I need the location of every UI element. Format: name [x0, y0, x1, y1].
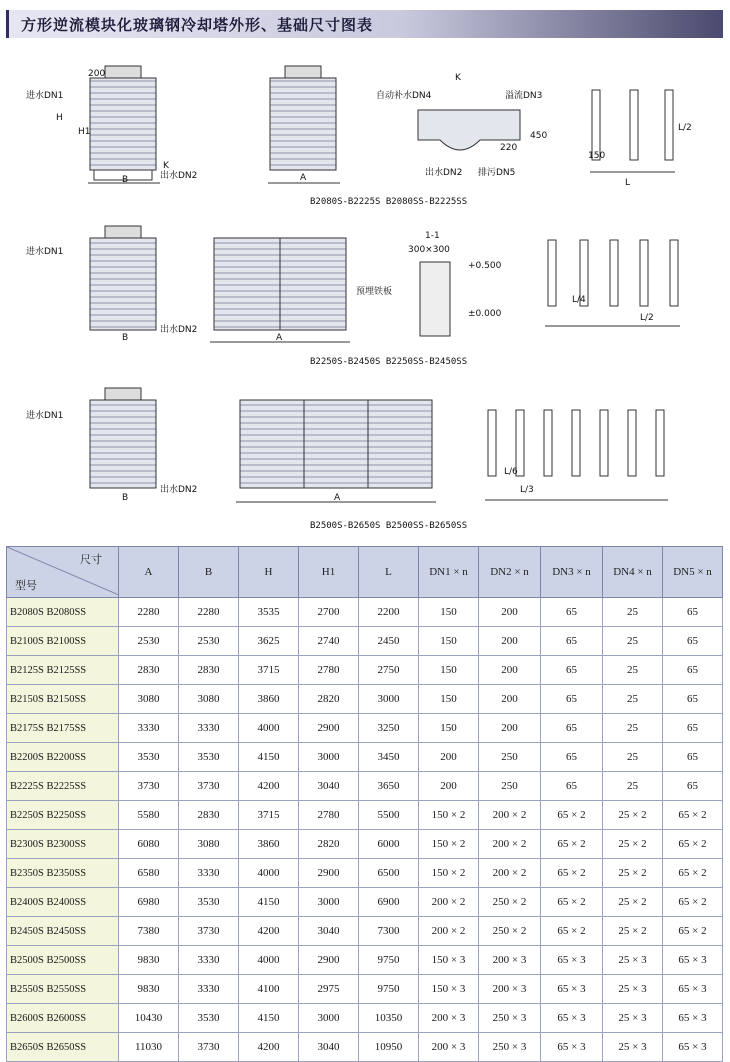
h1-label: H1: [78, 127, 91, 137]
value-cell: 200: [419, 772, 479, 801]
outlet-label-3: 出水DN2: [160, 325, 198, 335]
plus-500: +0.500: [468, 261, 502, 271]
value-cell: 2830: [119, 656, 179, 685]
a-label-2: A: [276, 333, 283, 343]
row1-foundation-plan: [588, 90, 692, 188]
value-cell: 250 × 3: [479, 1033, 541, 1062]
value-cell: 150: [419, 685, 479, 714]
dimension-table-wrap: [6, 546, 722, 1062]
value-cell: 9750: [359, 946, 419, 975]
zero-level: ±0.000: [468, 309, 502, 319]
value-cell: 2820: [299, 685, 359, 714]
value-cell: 200: [479, 627, 541, 656]
value-cell: 3330: [179, 946, 239, 975]
value-cell: 65: [541, 685, 603, 714]
dim-200: 200: [88, 69, 106, 79]
value-cell: 25: [603, 656, 663, 685]
value-cell: 2280: [179, 598, 239, 627]
value-cell: 7380: [119, 917, 179, 946]
value-cell: 25: [603, 772, 663, 801]
value-cell: 65: [541, 627, 603, 656]
b-label-2: B: [122, 333, 129, 343]
value-cell: 3730: [179, 917, 239, 946]
value-cell: 3250: [359, 714, 419, 743]
value-cell: 200 × 2: [479, 830, 541, 859]
model-cell: B2550S B2550SS: [7, 975, 119, 1004]
value-cell: 2830: [179, 656, 239, 685]
value-cell: 6500: [359, 859, 419, 888]
value-cell: 2450: [359, 627, 419, 656]
value-cell: 2530: [179, 627, 239, 656]
row2-foundation-plan: [545, 240, 680, 326]
value-cell: 250: [479, 772, 541, 801]
value-cell: 25: [603, 685, 663, 714]
value-cell: 4200: [239, 772, 299, 801]
title-bar: [6, 10, 723, 38]
model-cell: B2500S B2500SS: [7, 946, 119, 975]
value-cell: 3860: [239, 685, 299, 714]
value-cell: 65: [663, 772, 723, 801]
value-cell: 3450: [359, 743, 419, 772]
value-cell: 65: [663, 627, 723, 656]
caption-row3: B2500S-B2650S B2500SS-B2650SS: [310, 521, 468, 531]
outlet-label-4: 出水DN2: [160, 485, 198, 495]
table-row: [7, 598, 723, 627]
table-row: [7, 1004, 723, 1033]
value-cell: 25 × 2: [603, 859, 663, 888]
value-cell: 4000: [239, 714, 299, 743]
value-cell: 150 × 2: [419, 859, 479, 888]
value-cell: 3530: [119, 743, 179, 772]
value-cell: 6900: [359, 888, 419, 917]
value-cell: 4000: [239, 859, 299, 888]
value-cell: 65: [663, 656, 723, 685]
a-label: A: [300, 173, 307, 183]
embed-label: 预埋铁板: [356, 287, 393, 297]
value-cell: 2900: [299, 859, 359, 888]
value-cell: 200: [479, 656, 541, 685]
value-cell: 3040: [299, 1033, 359, 1062]
value-cell: 7300: [359, 917, 419, 946]
k-label-2: K: [455, 73, 461, 83]
value-cell: 2975: [299, 975, 359, 1004]
value-cell: 65 × 2: [663, 801, 723, 830]
value-cell: 2200: [359, 598, 419, 627]
row3-front-view: [236, 400, 436, 503]
table-body: [7, 598, 723, 1062]
drain-label: 排污DN5: [478, 168, 516, 178]
value-cell: 3730: [119, 772, 179, 801]
value-cell: 65: [541, 598, 603, 627]
dimension-table: [6, 546, 723, 1062]
value-cell: 6580: [119, 859, 179, 888]
col-header: A: [119, 547, 179, 598]
value-cell: 65: [663, 714, 723, 743]
row1-pipe-detail: [376, 73, 547, 178]
value-cell: 10430: [119, 1004, 179, 1033]
table-row: [7, 743, 723, 772]
value-cell: 200 × 3: [479, 946, 541, 975]
table-row: [7, 772, 723, 801]
dim-450: 450: [530, 131, 548, 141]
row2-side-view: [26, 226, 197, 343]
value-cell: 5580: [119, 801, 179, 830]
value-cell: 65 × 3: [663, 1004, 723, 1033]
l3-label: L/3: [520, 485, 534, 495]
value-cell: 3040: [299, 917, 359, 946]
value-cell: 25 × 3: [603, 1033, 663, 1062]
value-cell: 4000: [239, 946, 299, 975]
inlet-label: 进水DN1: [26, 91, 64, 101]
value-cell: 65 × 3: [663, 1033, 723, 1062]
value-cell: 150 × 3: [419, 975, 479, 1004]
model-cell: B2200S B2200SS: [7, 743, 119, 772]
value-cell: 25 × 2: [603, 830, 663, 859]
value-cell: 200 × 2: [479, 801, 541, 830]
value-cell: 65: [663, 685, 723, 714]
value-cell: 3730: [179, 772, 239, 801]
value-cell: 65 × 2: [541, 859, 603, 888]
col-header: DN2 × n: [479, 547, 541, 598]
value-cell: 150: [419, 627, 479, 656]
inlet-label-2: 进水DN1: [26, 247, 64, 257]
table-row: [7, 801, 723, 830]
value-cell: 200 × 3: [479, 975, 541, 1004]
l6-label: L/6: [504, 467, 518, 477]
makeup-label: 自动补水DN4: [376, 91, 432, 101]
value-cell: 65: [541, 714, 603, 743]
value-cell: 2700: [299, 598, 359, 627]
col-header: B: [179, 547, 239, 598]
caption-row2: B2250S-B2450S B2250SS-B2450SS: [310, 357, 468, 367]
row3-side-view: [26, 388, 197, 503]
value-cell: 3650: [359, 772, 419, 801]
value-cell: 3715: [239, 656, 299, 685]
overflow-label: 溢流DN3: [505, 91, 543, 101]
value-cell: 65 × 2: [663, 888, 723, 917]
corner-top-label: 尺寸: [80, 554, 102, 566]
outlet-label: 出水DN2: [160, 171, 198, 181]
value-cell: 3715: [239, 801, 299, 830]
value-cell: 9830: [119, 946, 179, 975]
value-cell: 65 × 3: [541, 1004, 603, 1033]
value-cell: 3080: [119, 685, 179, 714]
value-cell: 3080: [179, 830, 239, 859]
value-cell: 25: [603, 627, 663, 656]
value-cell: 150 × 2: [419, 830, 479, 859]
value-cell: 3530: [179, 1004, 239, 1033]
value-cell: 2900: [299, 946, 359, 975]
table-row: [7, 917, 723, 946]
value-cell: 200 × 2: [419, 888, 479, 917]
value-cell: 3000: [299, 888, 359, 917]
corner-header: [7, 547, 119, 598]
value-cell: 25: [603, 743, 663, 772]
value-cell: 3040: [299, 772, 359, 801]
inlet-label-3: 进水DN1: [26, 411, 64, 421]
value-cell: 3330: [179, 975, 239, 1004]
model-cell: B2150S B2150SS: [7, 685, 119, 714]
value-cell: 2750: [359, 656, 419, 685]
value-cell: 2280: [119, 598, 179, 627]
value-cell: 25: [603, 714, 663, 743]
value-cell: 3330: [119, 714, 179, 743]
table-row: [7, 946, 723, 975]
outlet-label-2: 出水DN2: [425, 168, 463, 178]
section-label: 1-1: [425, 231, 440, 241]
value-cell: 200: [479, 598, 541, 627]
table-header-row: [7, 547, 723, 598]
value-cell: 65 × 2: [541, 801, 603, 830]
model-cell: B2350S B2350SS: [7, 859, 119, 888]
model-cell: B2600S B2600SS: [7, 1004, 119, 1033]
value-cell: 200 × 2: [479, 859, 541, 888]
value-cell: 25 × 2: [603, 888, 663, 917]
value-cell: 25 × 2: [603, 801, 663, 830]
col-header: DN4 × n: [603, 547, 663, 598]
value-cell: 3730: [179, 1033, 239, 1062]
value-cell: 6000: [359, 830, 419, 859]
value-cell: 6980: [119, 888, 179, 917]
value-cell: 4100: [239, 975, 299, 1004]
row3-foundation-plan: [485, 410, 668, 500]
row2-front-view: [210, 238, 350, 343]
value-cell: 25 × 3: [603, 946, 663, 975]
value-cell: 65 × 3: [541, 946, 603, 975]
dim-220: 220: [500, 143, 518, 153]
value-cell: 65: [541, 743, 603, 772]
value-cell: 3080: [179, 685, 239, 714]
h-label: H: [56, 113, 63, 123]
value-cell: 65 × 3: [663, 946, 723, 975]
value-cell: 2780: [299, 656, 359, 685]
value-cell: 200: [419, 743, 479, 772]
col-header: DN5 × n: [663, 547, 723, 598]
value-cell: 4150: [239, 743, 299, 772]
value-cell: 3530: [179, 888, 239, 917]
value-cell: 250 × 2: [479, 917, 541, 946]
value-cell: 65 × 3: [541, 1033, 603, 1062]
col-header: L: [359, 547, 419, 598]
value-cell: 3000: [299, 1004, 359, 1033]
col-header: DN1 × n: [419, 547, 479, 598]
model-cell: B2175S B2175SS: [7, 714, 119, 743]
value-cell: 150: [419, 656, 479, 685]
value-cell: 9830: [119, 975, 179, 1004]
row2-section-detail: [356, 231, 502, 336]
value-cell: 4150: [239, 888, 299, 917]
value-cell: 25 × 3: [603, 1004, 663, 1033]
model-cell: B2400S B2400SS: [7, 888, 119, 917]
col-header: DN3 × n: [541, 547, 603, 598]
value-cell: 3860: [239, 830, 299, 859]
value-cell: 200 × 2: [419, 917, 479, 946]
value-cell: 65 × 3: [663, 975, 723, 1004]
l2-label: L/2: [678, 123, 692, 133]
value-cell: 2780: [299, 801, 359, 830]
row1-side-view: [26, 66, 197, 185]
value-cell: 200: [479, 714, 541, 743]
value-cell: 150: [419, 598, 479, 627]
value-cell: 65: [663, 743, 723, 772]
corner-bottom-label: 型号: [15, 580, 37, 592]
value-cell: 10950: [359, 1033, 419, 1062]
value-cell: 9750: [359, 975, 419, 1004]
value-cell: 3000: [299, 743, 359, 772]
value-cell: 3000: [359, 685, 419, 714]
table-row: [7, 859, 723, 888]
value-cell: 3330: [179, 859, 239, 888]
value-cell: 3530: [179, 743, 239, 772]
value-cell: 65 × 2: [541, 917, 603, 946]
drawings: [0, 40, 730, 540]
col-header: H1: [299, 547, 359, 598]
l4-label: L/4: [572, 295, 586, 305]
model-cell: B2125S B2125SS: [7, 656, 119, 685]
value-cell: 25 × 3: [603, 975, 663, 1004]
value-cell: 250: [479, 743, 541, 772]
value-cell: 10350: [359, 1004, 419, 1033]
value-cell: 4200: [239, 917, 299, 946]
value-cell: 2820: [299, 830, 359, 859]
value-cell: 5500: [359, 801, 419, 830]
value-cell: 11030: [119, 1033, 179, 1062]
value-cell: 2830: [179, 801, 239, 830]
value-cell: 150 × 2: [419, 801, 479, 830]
value-cell: 25: [603, 598, 663, 627]
value-cell: 65 × 3: [541, 975, 603, 1004]
model-cell: B2650S B2650SS: [7, 1033, 119, 1062]
l2-label-2: L/2: [640, 313, 654, 323]
value-cell: 25 × 2: [603, 917, 663, 946]
value-cell: 65: [663, 598, 723, 627]
table-row: [7, 714, 723, 743]
value-cell: 150 × 3: [419, 946, 479, 975]
value-cell: 65 × 2: [541, 888, 603, 917]
value-cell: 4150: [239, 1004, 299, 1033]
caption-row1: B2080S-B2225S B2080SS-B2225SS: [310, 197, 468, 207]
model-cell: B2225S B2225SS: [7, 772, 119, 801]
value-cell: 3330: [179, 714, 239, 743]
value-cell: 65: [541, 656, 603, 685]
model-cell: B2450S B2450SS: [7, 917, 119, 946]
b-label-3: B: [122, 493, 129, 503]
value-cell: 2740: [299, 627, 359, 656]
model-cell: B2100S B2100SS: [7, 627, 119, 656]
value-cell: 2530: [119, 627, 179, 656]
value-cell: 4200: [239, 1033, 299, 1062]
value-cell: 200: [479, 685, 541, 714]
l-label: L: [625, 178, 631, 188]
value-cell: 2900: [299, 714, 359, 743]
a-label-3: A: [334, 493, 341, 503]
page-title: 方形逆流模块化玻璃钢冷却塔外形、基础尺寸图表: [21, 16, 374, 34]
value-cell: 3625: [239, 627, 299, 656]
value-cell: 65 × 2: [663, 917, 723, 946]
table-row: [7, 656, 723, 685]
value-cell: 65 × 2: [663, 830, 723, 859]
value-cell: 200 × 3: [419, 1033, 479, 1062]
value-cell: 250 × 2: [479, 888, 541, 917]
value-cell: 65: [541, 772, 603, 801]
value-cell: 65 × 2: [541, 830, 603, 859]
table-row: [7, 685, 723, 714]
model-cell: B2080S B2080SS: [7, 598, 119, 627]
model-cell: B2300S B2300SS: [7, 830, 119, 859]
table-row: [7, 1033, 723, 1062]
dim-150: 150: [588, 151, 606, 161]
table-row: [7, 975, 723, 1004]
value-cell: 3535: [239, 598, 299, 627]
table-row: [7, 830, 723, 859]
value-cell: 250 × 3: [479, 1004, 541, 1033]
value-cell: 150: [419, 714, 479, 743]
col-header: H: [239, 547, 299, 598]
value-cell: 200 × 3: [419, 1004, 479, 1033]
section-size: 300×300: [408, 245, 450, 255]
value-cell: 65 × 2: [663, 859, 723, 888]
table-row: [7, 627, 723, 656]
row1-front-view: [268, 66, 340, 183]
table-row: [7, 888, 723, 917]
value-cell: 6080: [119, 830, 179, 859]
b-label: B: [122, 175, 129, 185]
model-cell: B2250S B2250SS: [7, 801, 119, 830]
k-label: K: [163, 161, 169, 171]
